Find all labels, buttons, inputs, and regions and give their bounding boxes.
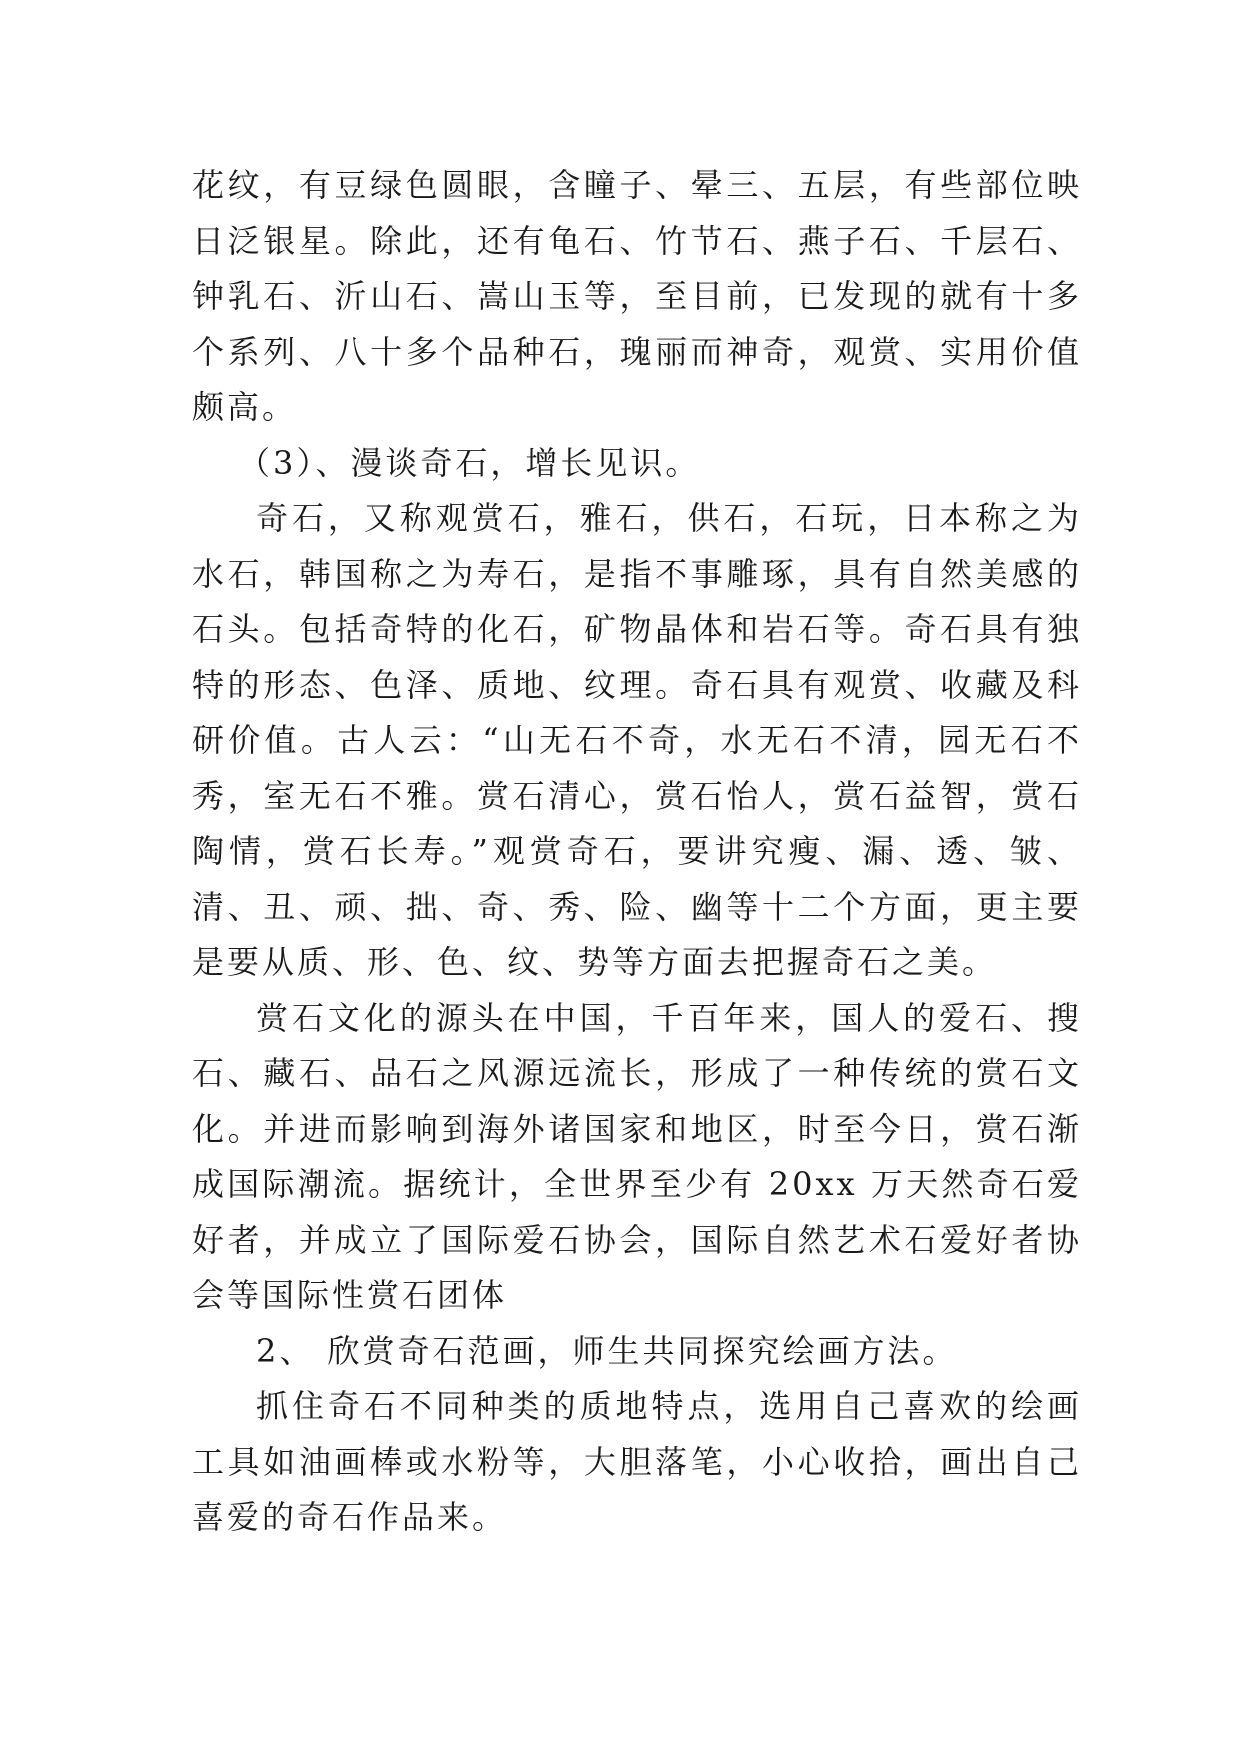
paragraph-stone-culture: 赏石文化的源头在中国，千百年来，国人的爱石、搜石、藏石、品石之风源远流长，形成了一种传统的赏石文化。并进而影响到海外诸国家和地区，时至今日，赏石渐成国际潮流。据统计，全世界至少有 20xx 万天然奇石爱好者，并成立了国际爱石协会，国际自然艺术石爱好者协会等国际性赏石团体 (192, 998, 1082, 1314)
document-body (192, 158, 1082, 1546)
paragraph-drawing-method: 抓住奇石不同种类的质地特点，选用自己喜欢的绘画工具如油画棒或水粉等，大胆落笔，小心收拾，画出自己喜爱的奇石作品来。 (192, 1387, 1082, 1536)
section-heading-3: （3）、漫谈奇石，增长见识。 (238, 443, 701, 482)
paragraph-qishi-definition: 奇石，又称观赏石，雅石，供石，石玩，日本称之为水石，韩国称之为寿石，是指不事雕琢，具有自然美感的石头。包括奇特的化石，矿物晶体和岩石等。奇石具有独特的形态、色泽、质地、纹理。奇石具有观赏、收藏及科研价值。古人云：“山无石不奇，水无石不清，园无石不秀，室无石不雅。赏石清心，赏石怡人，赏石益智，赏石陶情，赏石长寿。”观赏奇石，要讲究瘦、漏、透、皱、清、丑、顽、拙、奇、秀、险、幽等十二个方面，更主要是要从质、形、色、纹、势等方面去把握奇石之美。 (192, 499, 1082, 981)
paragraph-stone-varieties: 花纹，有豆绿色圆眼，含瞳子、晕三、五层，有些部位映日泛银星。除此，还有龟石、竹节石、燕子石、千层石、钟乳石、沂山石、嵩山玉等，至目前，已发现的就有十多个系列、八十多个品种石，瑰丽而神奇，观赏、实用价值颇高。 (192, 166, 1082, 426)
step-heading-2: 2、 欣赏奇石范画，师生共同探究绘画方法。 (256, 1331, 958, 1370)
